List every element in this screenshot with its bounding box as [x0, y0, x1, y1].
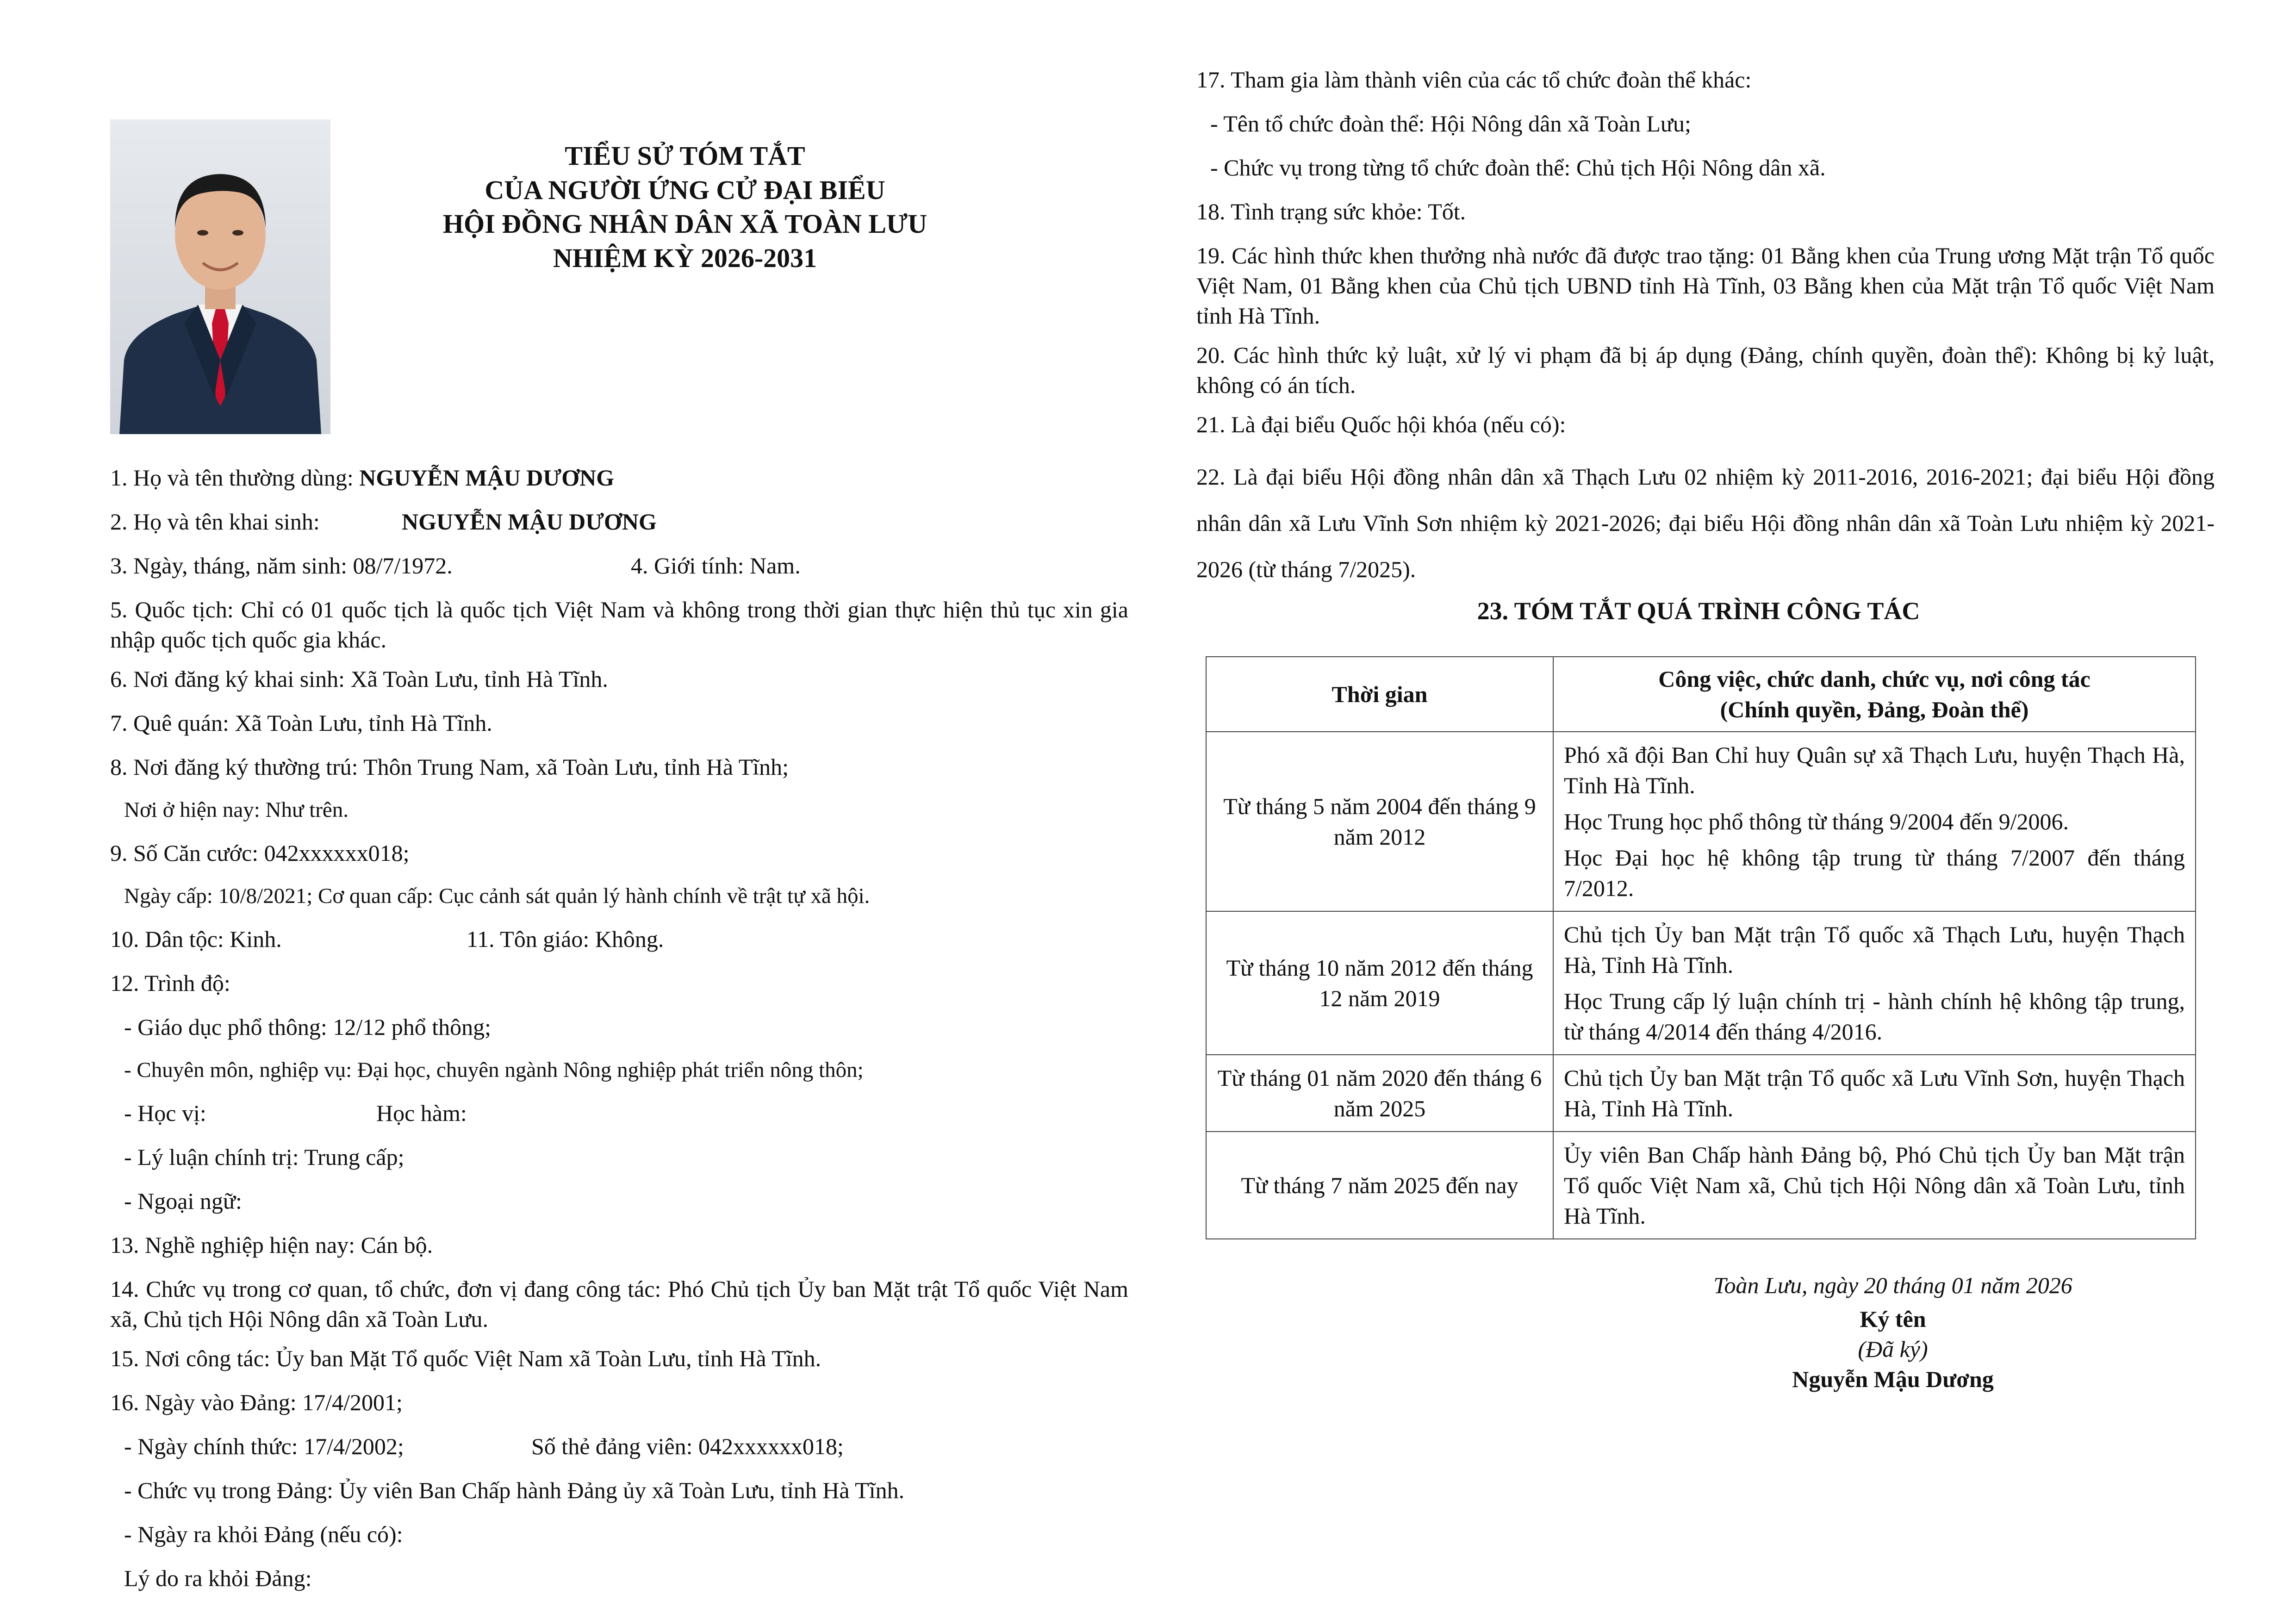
item-19: 19. Các hình thức khen thưởng nhà nước đã được trao tặng: 01 Bằng khen của Trung ương Mặt trận Tổ quốc Việt Nam, 01 Bằng khen của Chủ tịch UBND tỉnh Hà Tĩnh, 03 Bằng khen của Mặt trận Tổ quốc Việt Nam tỉnh Hà Tĩnh.: [1196, 243, 2215, 329]
work-history-table: [1206, 656, 2196, 1239]
item-7: 7. Quê quán: Xã Toàn Lưu, tỉnh Hà Tĩnh.: [110, 710, 492, 736]
item-2-label: 2. Họ và tên khai sinh:: [110, 509, 320, 535]
item-1: [110, 463, 1128, 493]
header-time: Thời gian: [1206, 657, 1553, 732]
row-desc-line: Học Trung cấp lý luận chính trị - hành chính hệ không tập trung, từ tháng 4/2014 đến tháng 4/2016.: [1564, 988, 2185, 1045]
row-desc: [1553, 1132, 2196, 1239]
row-desc-line: Chủ tịch Ủy ban Mặt trận Tổ quốc xã Thạch Lưu, huyện Thạch Hà, Tỉnh Hà Tĩnh.: [1564, 921, 2185, 978]
ethnicity: 10. Dân tộc: Kinh.: [110, 926, 282, 952]
item-20: 20. Các hình thức kỷ luật, xử lý vi phạm đã bị áp dụng (Đảng, chính quyền, đoàn thể): Không bị kỷ luật, không có án tích.: [1196, 342, 2215, 398]
item-12d: - Lý luận chính trị: Trung cấp;: [124, 1144, 404, 1170]
item-14: 14. Chức vụ trong cơ quan, tổ chức, đơn vị đang công tác: Phó Chủ tịch Ủy ban Mặt trật Tổ quốc Việt Nam xã, Chủ tịch Hội Nông dân xã Toàn Lưu.: [110, 1276, 1128, 1332]
row-desc-line: Học Trung học phổ thông từ tháng 9/2004 đến 9/2006.: [1564, 809, 2069, 834]
table-header-row: [1206, 657, 2196, 732]
birth-date: 3. Ngày, tháng, năm sinh: 08/7/1972.: [110, 553, 453, 579]
item-13: 13. Nghề nghiệp hiện nay: Cán bộ.: [110, 1232, 433, 1258]
place-date: Toàn Lưu, ngày 20 tháng 01 năm 2026: [1713, 1272, 2072, 1298]
item-17: 17. Tham gia làm thành viên của các tổ chức đoàn thể khác:: [1196, 67, 1752, 93]
item-2: [110, 507, 1128, 537]
item-15: 15. Nơi công tác: Ủy ban Mặt Tổ quốc Việt Nam xã Toàn Lưu, tỉnh Hà Tĩnh.: [110, 1345, 821, 1372]
item-6: 6. Nơi đăng ký khai sinh: Xã Toàn Lưu, tỉnh Hà Tĩnh.: [110, 666, 608, 692]
left-column: [110, 463, 1128, 1607]
common-name: NGUYỄN MẬU DƯƠNG: [359, 465, 615, 491]
document-title: [338, 139, 1032, 275]
item-22: 22. Là đại biểu Hội đồng nhân dân xã Thạch Lưu 02 nhiệm kỳ 2011-2016, 2016-2021; đại biểu Hội đồng nhân dân xã Lưu Vĩnh Sơn nhiệm kỳ 2021-2026; đại biểu Hội đồng nhân dân xã Toàn Lưu nhiệm kỳ 2021-2026 (từ tháng 7/2025).: [1196, 464, 2215, 582]
item-10-11: [110, 924, 1128, 954]
signature-block: [1657, 1270, 2129, 1394]
title-line-4: NHIỆM KỲ 2026-2031: [553, 243, 817, 273]
item-1-label: 1. Họ và tên thường dùng:: [110, 465, 360, 491]
row-desc-line: Ủy viên Ban Chấp hành Đảng bộ, Phó Chủ tịch Ủy ban Mặt trận Tổ quốc Việt Nam xã, Chủ tịch Hội Nông dân xã Toàn Lưu, tỉnh Hà Tĩnh.: [1564, 1142, 2185, 1229]
row-desc-line: Phó xã đội Ban Chỉ huy Quân sự xã Thạch Lưu, huyện Thạch Hà, Tỉnh Hà Tĩnh.: [1564, 742, 2185, 798]
header-job: [1553, 657, 2196, 732]
item-9b: Ngày cấp: 10/8/2021; Cơ quan cấp: Cục cảnh sát quản lý hành chính về trật tự xã hội.: [124, 884, 870, 908]
birth-name: NGUYỄN MẬU DƯƠNG: [402, 509, 657, 535]
item-3-4: [110, 551, 1128, 581]
item-9: 9. Số Căn cước: 042xxxxxx018;: [110, 840, 410, 866]
item-16: 16. Ngày vào Đảng: 17/4/2001;: [110, 1389, 403, 1416]
table-row: [1206, 911, 2196, 1055]
sign-label: Ký tên: [1860, 1306, 1926, 1332]
item-12b: - Chuyên môn, nghiệp vụ: Đại học, chuyên ngành Nông nghiệp phát triển nông thôn;: [124, 1058, 864, 1083]
work-history-title: 23. TÓM TẮT QUÁ TRÌNH CÔNG TÁC: [1477, 597, 1920, 625]
table-row: [1206, 1132, 2196, 1239]
party-card-number: Số thẻ đảng viên: 042xxxxxx018;: [531, 1433, 844, 1460]
title-line-2: CỦA NGƯỜI ỨNG CỬ ĐẠI BIỂU: [485, 174, 885, 205]
item-5: 5. Quốc tịch: Chỉ có 01 quốc tịch là quốc tịch Việt Nam và không trong thời gian thực hiện thủ tục xin gia nhập quốc tịch quốc gia khác.: [110, 597, 1128, 653]
row-time: Từ tháng 01 năm 2020 đến tháng 6 năm 2025: [1206, 1055, 1553, 1132]
header-job-line2: (Chính quyền, Đảng, Đoàn thể): [1720, 697, 2029, 722]
title-line-1: TIỂU SỬ TÓM TẮT: [565, 141, 805, 171]
candidate-photo: [110, 119, 330, 434]
item-18: 18. Tình trạng sức khỏe: Tốt.: [1196, 199, 1466, 224]
right-column: [1196, 65, 2215, 606]
signed-note: (Đã ký): [1858, 1336, 1928, 1362]
row-time: Từ tháng 10 năm 2012 đến tháng 12 năm 2019: [1206, 911, 1553, 1055]
item-12c: [110, 1098, 1128, 1128]
header-job-line1: Công việc, chức danh, chức vụ, nơi công tác: [1658, 666, 2091, 692]
item-12e: - Ngoại ngữ:: [124, 1188, 242, 1214]
item-16a: [110, 1431, 1128, 1462]
religion: 11. Tôn giáo: Không.: [467, 926, 664, 952]
row-desc: [1553, 732, 2196, 911]
academic-title: Học hàm:: [376, 1100, 467, 1126]
item-21: 21. Là đại biểu Quốc hội khóa (nếu có):: [1196, 411, 1566, 437]
gender: 4. Giới tính: Nam.: [631, 553, 801, 579]
row-desc-line: Học Đại học hệ không tập trung từ tháng 7/2007 đến tháng 7/2012.: [1564, 845, 2185, 901]
item-12a: - Giáo dục phổ thông: 12/12 phổ thông;: [124, 1014, 491, 1040]
official-date: - Ngày chính thức: 17/4/2002;: [124, 1433, 404, 1460]
row-time: Từ tháng 7 năm 2025 đến nay: [1206, 1132, 1553, 1239]
row-desc-line: Chủ tịch Ủy ban Mặt trận Tổ quốc xã Lưu Vĩnh Sơn, huyện Thạch Hà, Tỉnh Hà Tĩnh.: [1564, 1065, 2185, 1121]
table-row: [1206, 732, 2196, 911]
item-16b: - Chức vụ trong Đảng: Ủy viên Ban Chấp hành Đảng ủy xã Toàn Lưu, tỉnh Hà Tĩnh.: [124, 1477, 905, 1504]
item-16d: Lý do ra khỏi Đảng:: [124, 1565, 312, 1592]
item-8b: Nơi ở hiện nay: Như trên.: [124, 798, 349, 822]
title-line-3: HỘI ĐỒNG NHÂN DÂN XÃ TOÀN LƯU: [442, 209, 927, 239]
row-desc: [1553, 911, 2196, 1055]
item-17a: - Tên tổ chức đoàn thể: Hội Nông dân xã Toàn Lưu;: [1210, 111, 1691, 137]
row-desc: [1553, 1055, 2196, 1132]
item-8: 8. Nơi đăng ký thường trú: Thôn Trung Nam, xã Toàn Lưu, tỉnh Hà Tĩnh;: [110, 754, 789, 780]
item-17b: - Chức vụ trong từng tổ chức đoàn thể: Chủ tịch Hội Nông dân xã.: [1210, 155, 1826, 180]
table-row: [1206, 1055, 2196, 1132]
signer-name: Nguyễn Mậu Dương: [1792, 1366, 1994, 1392]
degree: - Học vị:: [124, 1100, 206, 1126]
item-12: 12. Trình độ:: [110, 970, 230, 996]
row-time: Từ tháng 5 năm 2004 đến tháng 9 năm 2012: [1206, 732, 1553, 911]
item-16c: - Ngày ra khỏi Đảng (nếu có):: [124, 1521, 403, 1548]
portrait-image: [110, 119, 330, 434]
